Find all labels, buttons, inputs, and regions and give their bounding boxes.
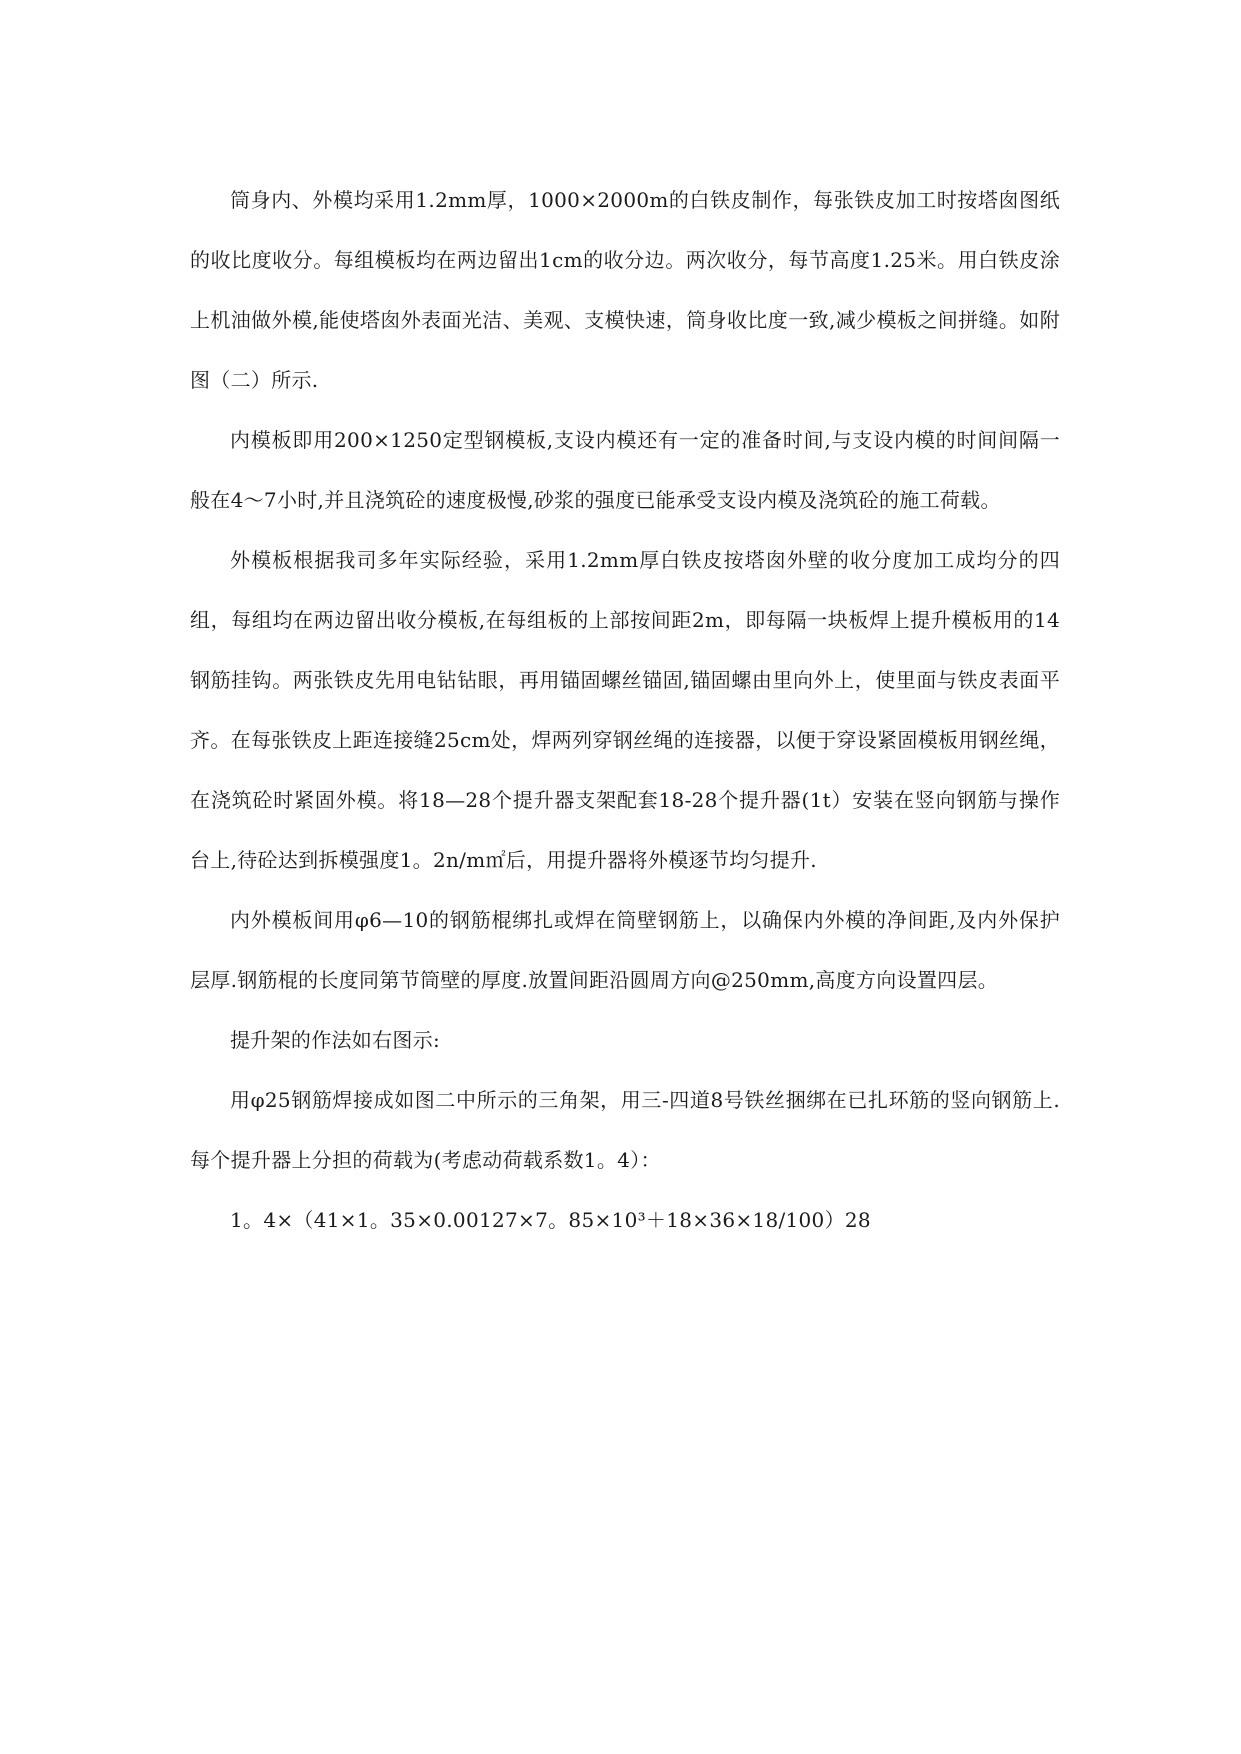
paragraph-lifting-frame-intro: 提升架的作法如右图示: bbox=[230, 1028, 441, 1052]
paragraph-formwork-material: 筒身内、外模均采用1.2mm厚，1000×2000m的白铁皮制作，每张铁皮加工时按塔囱图纸的收比度收分。每组模板均在两边留出1cm的收分边。两次收分，每节高度1.25米。用白铁皮涂上机油做外模,能使塔囱外表面光洁、美观、支模快速，筒身收比度一致,减少模板之间拼缝。如附图（二）所示. bbox=[190, 188, 1060, 392]
paragraph-lifting-frame-method: 用φ25钢筋焊接成如图二中所示的三角架，用三-四道8号铁丝捆绑在已扎环筋的竖向钢筋上.每个提升器上分担的荷载为(考虑动荷载系数1。4）： bbox=[190, 1088, 1060, 1172]
paragraph-rebar-spacers: 内外模板间用φ6—10的钢筋棍绑扎或焊在筒壁钢筋上，以确保内外模的净间距,及内外保护层厚.钢筋棍的长度同第节筒壁的厚度.放置间距沿圆周方向@250mm,高度方向设置四层。 bbox=[190, 908, 1060, 992]
paragraph-outer-formwork: 外模板根据我司多年实际经验，采用1.2mm厚白铁皮按塔囱外壁的收分度加工成均分的四组，每组均在两边留出收分模板,在每组板的上部按间距2m，即每隔一块板焊上提升模板用的14钢筋挂钩。两张铁皮先用电钻钻眼，再用锚固螺丝锚固,锚固螺由里向外上，使里面与铁皮表面平齐。在每张铁皮上距连接缝25cm处，焊两列穿钢丝绳的连接器，以便于穿设紧固模板用钢丝绳，在浇筑砼时紧固外模。将18—28个提升器支架配套18-28个提升器(1t）安装在竖向钢筋与操作台上,待砼达到拆模强度1。2n/m㎡后，用提升器将外模逐节均匀提升. bbox=[190, 548, 1060, 872]
paragraph-inner-formwork: 内模板即用200×1250定型钢模板,支设内模还有一定的准备时间,与支设内模的时间间隔一般在4～7小时,并且浇筑砼的速度极慢,砂浆的强度已能承受支设内模及浇筑砼的施工荷载。 bbox=[190, 428, 1060, 512]
document-body bbox=[190, 170, 1060, 1250]
paragraph-load-formula: 1。4×（41×1。35×0.00127×7。85×10³＋18×36×18/100）28 bbox=[230, 1208, 871, 1232]
